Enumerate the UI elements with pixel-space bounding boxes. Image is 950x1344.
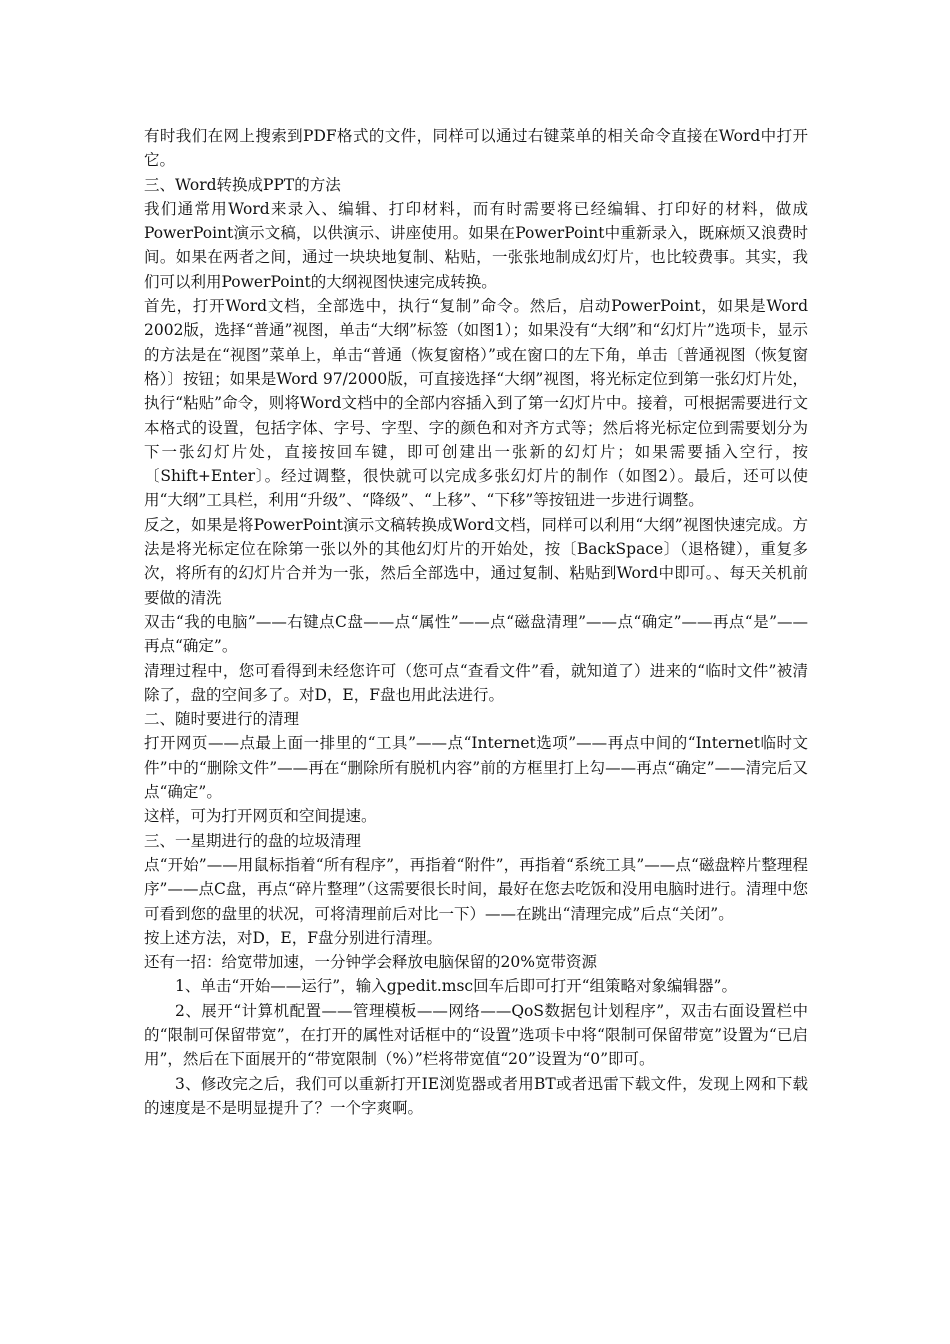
list-step: 2、展开“计算机配置——管理模板——网络——QoS数据包计划程序”，双击右面设置栏中的“限制可保留带宽”，在打开的属性对话框中的“设置”选项卡中将“限制可保留带宽”设置为“已启用”，然后在下面展开的“带宽限制（%）”栏将带宽值“20”设置为“0”即可。	[144, 1001, 808, 1069]
paragraph: 按上述方法，对D，E，F盘分别进行清理。	[144, 928, 442, 947]
paragraph: 反之，如果是将PowerPoint演示文稿转换成Word文档，同样可以利用“大纲”视图快速完成。方法是将光标定位在除第一张以外的其他幻灯片的开始处，按〔BackSpace〕（退格键），重复多次，将所有的幻灯片合并为一张，然后全部选中，通过复制、粘贴到Word中即可。、每天关机前要做的清洗	[144, 515, 808, 607]
paragraph: 清理过程中，您可看得到未经您许可（您可点“查看文件”看，就知道了）进来的“临时文件”被清除了，盘的空间多了。对D，E，F盘也用此法进行。	[144, 661, 808, 704]
paragraph: 这样，可为打开网页和空间提速。	[144, 807, 377, 826]
section-heading: 二、随时要进行的清理	[144, 710, 300, 729]
list-step: 1、单击“开始——运行”，输入gpedit.msc回车后即可打开“组策略对象编辑器”。	[175, 977, 737, 996]
paragraph: 有时我们在网上搜索到PDF格式的文件，同样可以通过右键菜单的相关命令直接在Word中打开它。	[144, 127, 808, 170]
paragraph: 双击“我的电脑”——右键点C盘——点“属性”——点“磁盘清理”——点“确定”——再点“是”——再点“确定”。	[144, 612, 808, 656]
document-body	[144, 124, 808, 1120]
paragraph: 点“开始”——用鼠标指着“所有程序”，再指着“附件”，再指着“系统工具”——点“磁盘粹片整理程序”——点C盘，再点“碎片整理”（这需要很长时间，最好在您去吃饭和没用电脑时进行。清理中您可看到您的盘里的状况，可将清理前后对比一下）——在跳出“清理完成”后点“关闭”。	[144, 855, 808, 923]
section-heading: 三、一星期进行的盘的垃圾清理	[144, 831, 362, 850]
paragraph: 我们通常用Word来录入、编辑、打印材料，而有时需要将已经编辑、打印好的材料，做成PowerPoint演示文稿，以供演示、讲座使用。如果在PowerPoint中重新录入，既麻烦又浪费时间。如果在两者之间，通过一块块地复制、粘贴，一张张地制成幻灯片，也比较费事。其实，我们可以利用PowerPoint的大纲视图快速完成转换。	[144, 199, 808, 291]
paragraph: 还有一招：给宽带加速，一分钟学会释放电脑保留的20%宽带资源	[144, 953, 597, 972]
paragraph: 打开网页——点最上面一排里的“工具”——点“Internet选项”——再点中间的“Internet临时文件”中的“删除文件”——再在“删除所有脱机内容”前的方框里打上勾——再点“确定”——清完后又点“确定”。	[144, 734, 808, 802]
paragraph: 首先，打开Word文档，全部选中，执行“复制”命令。然后，启动PowerPoint，如果是Word 2002版，选择“普通”视图，单击“大纲”标签（如图1）；如果没有“大纲”和“幻灯片”选项卡，显示的方法是在“视图”菜单上，单击“普通（恢复窗格）”或在窗口的左下角，单击〔普通视图（恢复窗格）〕按钮；如果是Word 97/2000版，可直接选择“大纲”视图，将光标定位到第一张幻灯片处，执行“粘贴”命令，则将Word文档中的全部内容插入到了第一幻灯片中。接着，可根据需要进行文本格式的设置，包括字体、字号、字型、字的颜色和对齐方式等；然后将光标定位到需要划分为下一张幻灯片处，直接按回车键，即可创建出一张新的幻灯片；如果需要插入空行，按〔Shift+Enter〕。经过调整，很快就可以完成多张幻灯片的制作（如图2）。最后，还可以使用“大纲”工具栏，利用“升级”、“降级”、“上移”、“下移”等按钮进一步进行调整。	[144, 297, 808, 510]
list-step: 3、修改完之后，我们可以重新打开IE浏览器或者用BT或者迅雷下载文件，发现上网和下载的速度是不是明显提升了？一个字爽啊。	[144, 1074, 808, 1117]
section-heading: 三、Word转换成PPT的方法	[144, 175, 341, 194]
